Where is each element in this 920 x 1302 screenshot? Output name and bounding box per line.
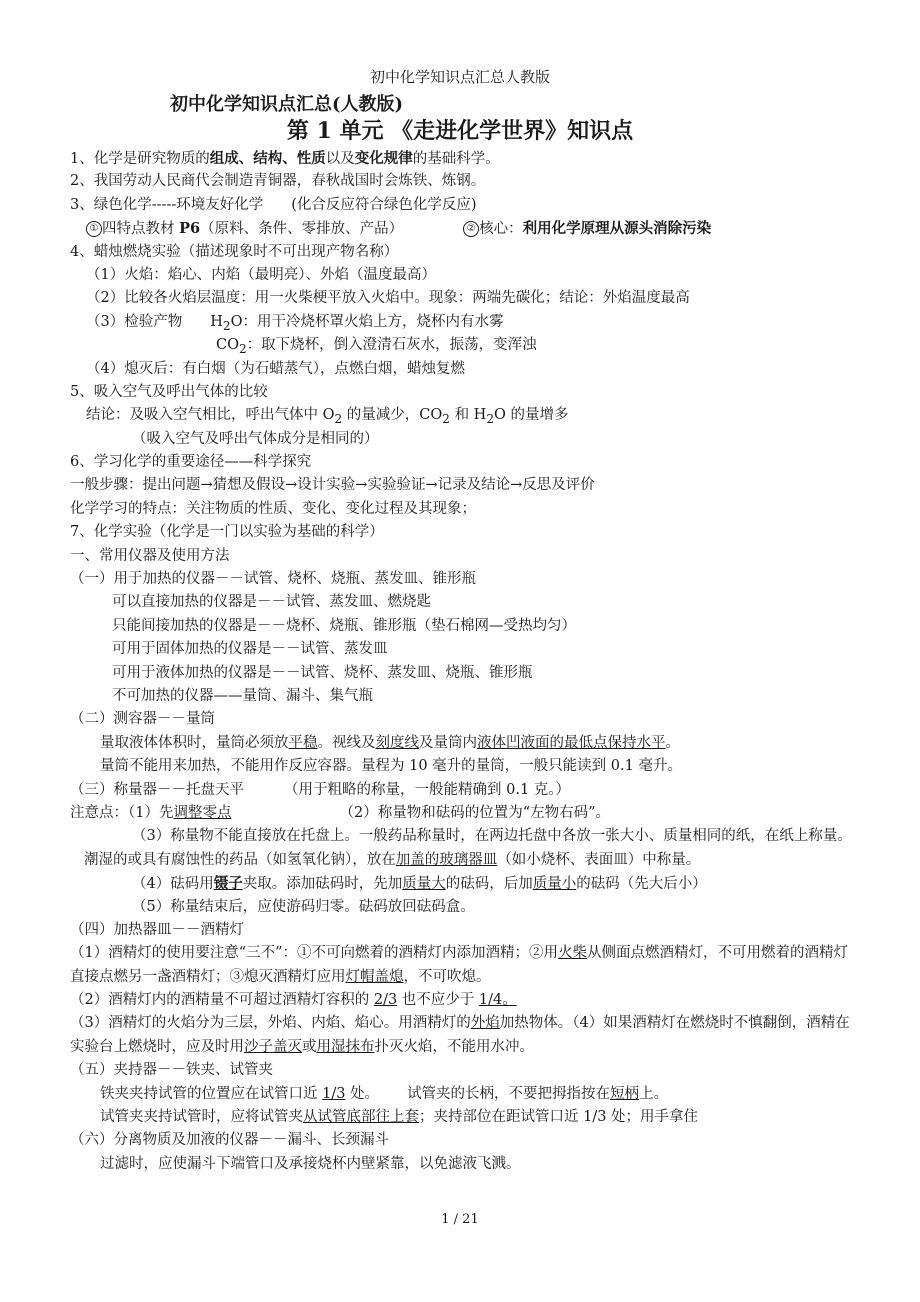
text-line: （5）称量结束后，应使游码归零。砝码放回砝码盒。 — [132, 898, 475, 915]
text-line: （五）夹持器－－铁夹、试管夹 — [70, 1062, 273, 1079]
text-line: 一、常用仪器及使用方法 — [70, 547, 230, 564]
text-line: 不可加热的仪器——量筒、漏斗、集气瓶 — [112, 687, 373, 704]
text-line: （三）称量器－－托盘天平 （用于粗略的称量，一般能精确到 0.1 克。） — [70, 781, 571, 798]
text-paragraph: （3）称量物不能直接放在托盘上。一般药品称量时，在两边托盘中各放一张大小、质量相同的纸，在纸上称量。潮湿的或具有腐蚀性的药品（如氢氧化钠），放在加盖的玻璃器皿（如小烧杯、表面皿）中称量。 — [84, 828, 852, 868]
text-line: 结论：及吸入空气相比，呼出气体中 $O_2$ 的量减少，$CO_2$ 和 $H_2O$ 的量增多 — [86, 407, 569, 427]
text-line: 化学学习的特点：关注物质的性质、变化、变化过程及其现象； — [70, 500, 476, 517]
text-line: （2）酒精灯内的酒精量不可超过酒精灯容积的 2/3 也不应少于 1/4。 — [70, 992, 517, 1009]
text-line: 铁夹夹持试管的位置应在试管口近 1/3 处。 试管夹的长柄，不要把拇指按在短柄上。 — [100, 1085, 669, 1102]
text-line: 可用于固体加热的仪器是－－试管、蒸发皿 — [112, 641, 388, 658]
page-header: 初中化学知识点汇总人教版 — [369, 68, 550, 86]
page-number: 1 / 21 — [441, 1212, 479, 1227]
text-line: （4）熄灭后：有白烟（为石蜡蒸气），点燃白烟，蜡烛复燃 — [86, 360, 465, 377]
text-line: 6、学习化学的重要途径——科学探究 — [70, 454, 312, 471]
text-line: （3）检验产物 $H_2O$：用干冷烧杯罩火焰上方，烧杯内有水雾 — [86, 313, 504, 333]
text-line: 试管夹夹持试管时，应将试管夹从试管底部往上套；夹持部位在距试管口近 1/3 处；用手拿住 — [100, 1109, 699, 1126]
text-line: （吸入空气及呼出气体成分是相同的） — [132, 430, 379, 447]
text-line: 可以直接加热的仪器是－－试管、蒸发皿、燃烧匙 — [112, 594, 431, 611]
unit-title: 第 1 单元 《走进化学世界》知识点 — [286, 118, 634, 144]
text-line: 只能间接加热的仪器是－－烧杯、烧瓶、锥形瓶（垫石棉网—受热均匀） — [112, 617, 576, 634]
document-body — [70, 147, 860, 1176]
text-line: 量筒不能用来加热，不能用作反应容器。量程为 10 毫升的量筒，一般只能读到 0.1 毫升。 — [100, 758, 682, 775]
text-line: 1、化学是研究物质的组成、结构、性质以及变化规律的基础科学。 — [70, 150, 500, 167]
text-line: $CO_2$：取下烧杯，倒入澄清石灰水，振荡，变浑浊 — [216, 337, 537, 357]
text-line: 注意点：（1）先调整零点 （2）称量物和砝码的位置为“左物右码”。 — [70, 804, 611, 821]
text-line: （一）用于加热的仪器－－试管、烧杯、烧瓶、蒸发皿、锥形瓶 — [70, 571, 476, 588]
text-line: 可用于液体加热的仪器是－－试管、烧杯、蒸发皿、烧瓶、锥形瓶 — [112, 664, 533, 681]
text-line: （4）砝码用镊子夹取。添加砝码时，先加质量大的砝码，后加质量小的砝码（先大后小） — [132, 875, 707, 893]
text-line: （四）加热器皿－－酒精灯 — [70, 921, 244, 938]
text-line: （1）火焰：焰心、内焰（最明亮）、外焰（温度最高） — [86, 266, 436, 283]
text-paragraph: （1）酒精灯的使用要注意“三不”：①不可向燃着的酒精灯内添加酒精；②用火柴从侧面点燃酒精灯，不可用燃着的酒精灯直接点燃另一盏酒精灯；③熄灭酒精灯应用灯帽盖熄，不可吹熄。 — [70, 945, 849, 985]
text-line: （六）分离物质及加液的仪器－－漏斗、长颈漏斗 — [70, 1132, 389, 1149]
text-line: 3、绿色化学-----环境友好化学 (化合反应符合绿色化学反应) — [70, 196, 477, 213]
text-line: （二）测容器－－量筒 — [70, 711, 215, 728]
text-line: 量取液体体积时，量筒必须放平稳。视线及刻度线及量筒内液体凹液面的最低点保持水平。 — [100, 734, 680, 751]
text-line: 5、吸入空气及呼出气体的比较 — [70, 383, 268, 400]
document-title: 初中化学知识点汇总(人教版) — [170, 94, 404, 115]
text-line: 4、蜡烛燃烧实验（描述现象时不可出现产物名称） — [70, 243, 399, 260]
text-line: 一般步骤：提出问题→猜想及假设→设计实验→实验验证→记录及结论→反思及评价 — [70, 477, 595, 494]
text-line: （2）比较各火焰层温度：用一火柴梗平放入火焰中。现象：两端先碳化；结论：外焰温度最高 — [86, 290, 690, 307]
text-line: 7、化学实验（化学是一门以实验为基础的科学） — [70, 524, 384, 541]
text-line: 过滤时，应使漏斗下端管口及承接烧杯内壁紧靠，以免滤液飞溅。 — [100, 1155, 521, 1172]
text-paragraph: （3）酒精灯的火焰分为三层，外焰、内焰、焰心。用酒精灯的外焰加热物体。（4）如果酒精灯在燃烧时不慎翻倒，酒精在实验台上燃烧时，应及时用沙子盖灭或用湿抹布扑灭火焰，不能用水冲。 — [70, 1015, 850, 1055]
text-line: 2、我国劳动人民商代会制造青铜器，春秋战国时会炼铁、炼钢。 — [70, 173, 486, 190]
text-line: ① 四特点教材 P6（原料、条件、零排放、产品） ② 核心：利用化学原理从源头消除污染 — [70, 217, 860, 240]
